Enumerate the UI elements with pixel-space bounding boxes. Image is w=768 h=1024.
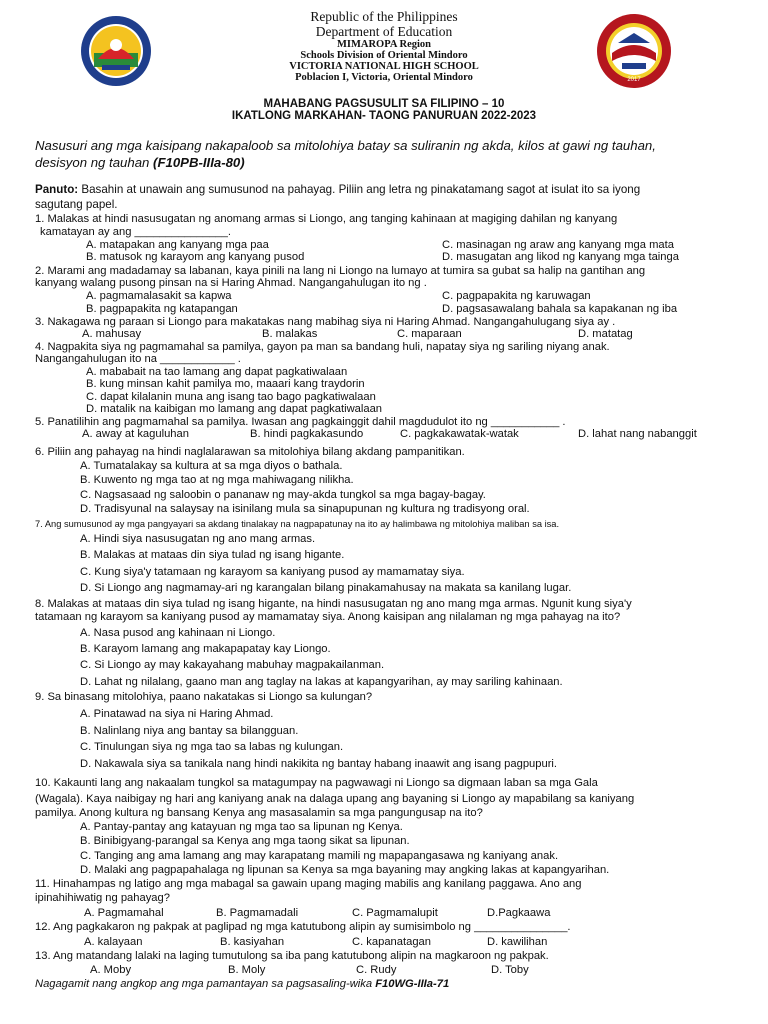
question-8-choice-a: A. Nasa pusod ang kahinaan ni Liongo. xyxy=(80,627,276,639)
question-2-choice-a: A. pagmamalasakit sa kapwa xyxy=(86,290,232,302)
question-3-choice-d: D. matatag xyxy=(578,328,633,340)
question-13-choice-c: C. Rudy xyxy=(356,964,397,976)
question-4-choice-d: D. matalik na kaibigan mo lamang ang dapat pagkatiwalaan xyxy=(86,403,383,415)
header-republic: Republic of the Philippines xyxy=(310,9,458,24)
question-8-choice-d: D. Lahat ng nilalang, gaano man ang taglay na lakas at kapangyarihan, ay may sariling kahinaan. xyxy=(80,676,563,688)
header-address: Poblacion I, Victoria, Oriental Mindoro xyxy=(295,72,473,83)
footer-competency xyxy=(35,978,449,990)
question-1-choice-b: B. matusok ng karayom ang kanyang pusod xyxy=(86,251,305,263)
question-2-stem: 2. Marami ang madadamay sa labanan, kaya pinili na lang ni Liongo na lumayo at tumira sa gubat sa halip na gantihan ang xyxy=(35,265,646,277)
question-3-stem: 3. Nakagawa ng paraan si Liongo para makatakas nang mabihag siya ni Haring Ahmad. Nangangahulugang siya ay . xyxy=(35,316,616,328)
question-3-choice-c: C. maparaan xyxy=(397,328,462,340)
question-5-choice-c: C. pagkakawatak-watak xyxy=(400,428,519,440)
question-7-choice-d: D. Si Liongo ang nagmamay-ari ng karangalan bilang pinakamahusay na makata sa kanilang lugar. xyxy=(80,582,572,594)
question-9-choice-a: A. Pinatawad na siya ni Haring Ahmad. xyxy=(80,708,274,720)
instructions-text: Basahin at unawain ang sumusunod na pahayag. Piliin ang letra ng pinakatamang sagot at isulat ito sa iyong xyxy=(78,183,641,196)
question-11-choice-b: B. Pagmamadali xyxy=(216,907,299,919)
question-1-choice-a: A. matapakan ang kanyang mga paa xyxy=(86,239,269,251)
test-title: MAHABANG PAGSUSULIT SA FILIPINO – 10 xyxy=(263,98,505,110)
question-5-choice-a: A. away at kaguluhan xyxy=(82,428,189,440)
question-2-choice-d: D. pagsasawalang bahala sa kapakanan ng iba xyxy=(442,303,678,315)
test-subtitle: IKATLONG MARKAHAN- TAONG PANURUAN 2022-2023 xyxy=(231,110,537,122)
question-3-choice-b: B. malakas xyxy=(262,328,318,340)
question-12-stem: 12. Ang pagkakaron ng pakpak at paglipad ng mga katutubong alipin ay sumisimbolo ng _______________. xyxy=(35,921,571,933)
question-11-stem: 11. Hinahampas ng latigo ang mga mabagal sa gawain upang maging mabilis ang kanilang paggawa. Ano ang xyxy=(35,878,582,890)
instructions-line-2: sagutang papel. xyxy=(35,198,118,211)
question-11-choice-a: A. Pagmamahal xyxy=(84,907,164,919)
question-6-stem: 6. Piliin ang pahayag na hindi naglalarawan sa mitolohiya bilang akdang pampanitikan. xyxy=(35,446,465,458)
instructions xyxy=(35,184,640,196)
question-11-stem-cont: ipinahihiwatig ng pahayag? xyxy=(35,892,170,904)
question-12-choice-a: A. kalayaan xyxy=(84,936,143,948)
question-11-choice-c: C. Pagmamalupit xyxy=(352,907,438,919)
question-13-stem: 13. Ang matandang lalaki na laging tumutulong sa iba pang katutubong alipin na magkaroon ng pakpak. xyxy=(35,950,549,962)
question-12-choice-d: D. kawilihan xyxy=(487,936,548,948)
question-6-choice-a: A. Tumatalakay sa kultura at sa mga diyos o bathala. xyxy=(80,460,343,472)
question-6-choice-b: B. Kuwento ng mga tao at ng mga mahiwagang nilikha. xyxy=(80,474,354,486)
question-8-stem-cont: tatamaan ng karayom sa kaniyang pusod ay mamamatay siya. Anong kaisipan ang nilalaman ng mga pahayag na ito? xyxy=(35,611,621,623)
question-10-stem-cont-1: (Wagala). Kaya naibigay ng hari ang kaniyang anak na dalaga upang ang bayaning si Liongo ay mapabilang sa kaniyang xyxy=(35,793,635,805)
footer-competency-text: Nagagamit nang angkop ang mga pamantayan sa pagsasaling-wika xyxy=(35,978,376,990)
question-10-stem-cont-2: pamilya. Anong kultura ng bansang Kenya ang masasalamin sa mga pangungusap na ito? xyxy=(35,807,483,819)
question-7-choice-a: A. Hindi siya nasusugatan ng ano mang armas. xyxy=(80,533,316,545)
question-2-choice-b: B. pagpapakita ng katapangan xyxy=(86,303,238,315)
question-10-choice-d: D. Malaki ang pagpapahalaga ng lipunan sa Kenya sa mga bayaning may angking lakas at kapangyarihan. xyxy=(80,864,610,876)
question-4-choice-b: B. kung minsan kahit pamilya mo, maaari kang traydorin xyxy=(86,378,365,390)
question-4-choice-a: A. mababait na tao lamang ang dapat pagkatiwalaan xyxy=(86,366,348,378)
question-10-stem: 10. Kakaunti lang ang nakaalam tungkol sa matagumpay na pagwawagi ni Liongo sa digmaan laban sa mga Gala xyxy=(35,777,598,789)
question-11-choice-d: D.Pagkaawa xyxy=(487,907,551,919)
question-4-choice-c: C. dapat kilalanin muna ang isang tao bago pagkatiwalaan xyxy=(86,391,376,403)
question-10-choice-a: A. Pantay-pantay ang katayuan ng mga tao sa lipunan ng Kenya. xyxy=(80,821,403,833)
question-3-choice-a: A. mahusay xyxy=(82,328,142,340)
question-9-choice-b: B. Nalinlang niya ang bantay sa bilangguan. xyxy=(80,725,299,737)
question-2-choice-c: C. pagpapakita ng karuwagan xyxy=(442,290,591,302)
question-9-stem: 9. Sa binasang mitolohiya, paano nakatakas si Liongo sa kulungan? xyxy=(35,691,373,703)
header-region: MIMAROPA Region xyxy=(336,39,431,50)
question-10-choice-c: C. Tanging ang ama lamang ang may karapatang mamili ng mapapangasawa ng kaniyang anak. xyxy=(80,850,559,862)
question-1-stem: 1. Malakas at hindi nasusugatan ng anomang armas si Liongo, ang tanging kahinaan at magiging dahilan ng kanyang xyxy=(35,213,618,225)
question-4-stem: 4. Nagpakita siya ng pagmamahal sa pamilya, gayon pa man sa bandang huli, napatay siya ng sariling niyang anak. xyxy=(35,341,610,353)
competency-text: desisyon ng tauhan xyxy=(35,155,154,170)
question-7-choice-b: B. Malakas at mataas din siya tulad ng isang higante. xyxy=(80,549,345,561)
question-5-choice-b: B. hindi pagkakasundo xyxy=(250,428,364,440)
question-8-choice-c: C. Si Liongo ay may kakayahang mabuhay magpakailanman. xyxy=(80,659,385,671)
question-7-stem: 7. Ang sumusunod ay mga pangyayari sa akdang tinalakay na nagpapatunay na ito ay halimbawa ng mitolohiya maliban sa isa. xyxy=(35,519,560,529)
question-9-choice-c: C. Tinulungan siya ng mga tao sa labas ng kulungan. xyxy=(80,741,344,753)
question-6-choice-d: D. Tradisyunal na salaysay na isinilang mula sa sinapupunan ng kultura ng tradisyong oral. xyxy=(80,503,530,515)
question-13-choice-d: D. Toby xyxy=(491,964,529,976)
instructions-label: Panuto: xyxy=(35,183,79,196)
question-9-choice-d: D. Nakawala siya sa tanikala nang hindi nakikita ng bantay habang inaawit ang isang pagpupuri. xyxy=(80,758,558,770)
question-12-choice-b: B. kasiyahan xyxy=(220,936,285,948)
competency-line-2 xyxy=(35,156,245,170)
question-1-choice-d: D. masugatan ang likod ng kanyang mga tainga xyxy=(442,251,679,263)
question-8-choice-b: B. Karayom lamang ang makapapatay kay Liongo. xyxy=(80,643,331,655)
header-school: VICTORIA NATIONAL HIGH SCHOOL xyxy=(289,61,479,72)
question-13-choice-a: A. Moby xyxy=(90,964,132,976)
header-division: Schools Division of Oriental Mindoro xyxy=(300,50,468,61)
question-8-stem: 8. Malakas at mataas din siya tulad ng isang higante, na hindi nasusugatan ng ano mang mga armas. Ngunit kung siya'y xyxy=(35,598,632,610)
question-6-choice-c: C. Nagsasaad ng saloobin o pananaw ng may-akda tungkol sa mga bagay-bagay. xyxy=(80,489,486,501)
question-5-choice-d: D. lahat nang nabanggit xyxy=(578,428,697,440)
question-10-choice-b: B. Binibigyang-parangal sa Kenya ang mga taong sikat sa lipunan. xyxy=(80,835,410,847)
question-13-choice-b: B. Moly xyxy=(228,964,266,976)
competency-code: (F10PB-IIIa-80) xyxy=(153,155,245,170)
question-4-stem-cont: Nangangahulugan ito na ____________ . xyxy=(35,353,241,365)
competency-line-1: Nasusuri ang mga kaisipang nakapaloob sa mitolohiya batay sa suliranin ng akda, kilos at gawi ng tauhan, xyxy=(35,138,656,153)
question-12-choice-c: C. kapanatagan xyxy=(352,936,431,948)
question-2-stem-cont: kanyang walang pusong pinsan na si Haring Ahmad. Nangangahulugan ito ng . xyxy=(35,277,427,289)
question-1-stem-cont: kamatayan ay ang _______________. xyxy=(40,226,231,238)
question-1-choice-c: C. masinagan ng araw ang kanyang mga mata xyxy=(442,239,674,251)
header-department: Department of Education xyxy=(315,24,453,39)
seal-right-year: 2017 xyxy=(627,77,641,83)
question-7-choice-c: C. Kung siya'y tatamaan ng karayom sa kaniyang pusod ay mamamatay siya. xyxy=(80,566,465,578)
footer-competency-code: F10WG-IIIa-71 xyxy=(375,978,450,990)
question-5-stem: 5. Panatilihin ang pagmamahal sa pamilya. Iwasan ang pagkainggit dahil magdudulot ito ng ___________ . xyxy=(35,416,566,428)
